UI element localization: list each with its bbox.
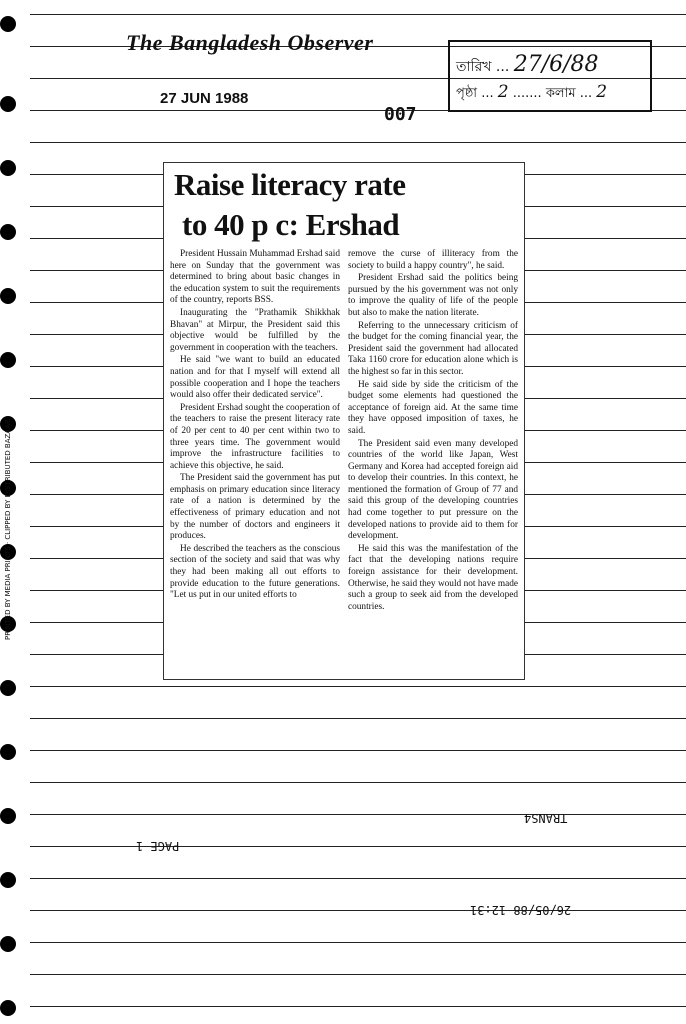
stamp-page-row: পৃষ্ঠা ... 2 ....... কলাম ... 2 [456,82,608,102]
feed-hole [0,160,16,176]
article-paragraph: He said "we want to build an educated nation and for that I myself will extend all possible cooperation and I hope the teachers would also offer their dedicated service". [170,355,340,401]
stamp-page-value: 2 [497,82,509,102]
article-clipping [163,162,525,680]
article-paragraph: Inaugurating the "Prathamik Shikkhak Bhavan" at Mirpur, the President said this objective would be fulfilled by the government in cooperation with the teachers. [170,307,340,353]
rule-line [30,814,686,815]
rule-line [30,750,686,751]
feed-hole [0,1000,16,1016]
rule-line [30,878,686,879]
article-paragraph: remove the curse of illiteracy from the society to build a happy country", he said. [348,249,518,271]
article-column-left [170,249,340,602]
article-paragraph: President Ershad said the politics being pursued by the his government was not only to improve the quality of life of the people but also to make the nation literate. [348,273,518,318]
teletype-page-label: PAGE 1 [136,839,180,853]
headline-line-1: Raise literacy rate [174,167,406,202]
side-print-text: PRINTED BY MEDIA PRINTS · CLIPPED BY DISTRIBUTED BAZAAR [4,419,12,640]
stamp-column-label: কলাম [545,86,576,101]
article-paragraph: President Ershad sought the cooperation of the teachers to raise the present literacy rate of 20 per cent to 40 per cent within two to three years time. The government would improve the infrastructure facilities to achieve this objective, he said. [170,402,340,471]
article-paragraph: Referring to the unnecessary criticism of the budget for the coming financial year, the President said the government had allocated Taka 1160 crore for education alone which is the highest so far in this sector. [348,320,518,377]
feed-hole [0,744,16,760]
article-paragraph: President Hussain Muhammad Ershad said here on Sunday that the government was determined to bring about basic changes in the education system to suit the requirements of the country, reports BSS. [170,249,340,306]
stamp-date-row: তারিখ ... 27/6/88 [456,52,599,77]
page-number: 007 [384,104,417,125]
rule-line [30,942,686,943]
headline-line-2: to 40 p c: Ershad [182,207,400,242]
rule-line [30,14,686,15]
article-paragraph: He described the teachers as the conscious section of the society and said that was why they had been making all out efforts to provide education to the future generations. "Let us put in our united efforts to [170,543,340,601]
rule-line [30,686,686,687]
clipping-date: 27 JUN 1988 [160,90,249,107]
teletype-trans-code: TRANS4 [524,811,568,825]
feed-hole [0,288,16,304]
feed-hole [0,96,16,112]
article-headline [174,165,406,245]
rule-line [30,974,686,975]
rule-line [30,782,686,783]
rule-line [30,846,686,847]
feed-hole [0,224,16,240]
rule-line [30,718,686,719]
feed-hole [0,352,16,368]
feed-hole [0,16,16,32]
archive-stamp [448,40,652,112]
rule-line [30,910,686,911]
stamp-page-label: পৃষ্ঠা [456,86,478,101]
stamp-date-label: তারিখ [456,59,492,75]
article-paragraph: The President said the government has put emphasis on primary education since literacy rate of a nation is determined by the effectiveness of primary education and not by the number of doctors and engineers it produces. [170,473,340,542]
feed-hole [0,936,16,952]
article-paragraph: He said this was the manifestation of the fact that the developing nations require foreign assistance for their development. Otherwise, he said they would not have made such a group to seek aid from the developed countries. [348,543,518,612]
rule-line [30,142,686,143]
feed-hole [0,808,16,824]
teletype-timestamp: 26/05/88 12:31 [470,903,572,917]
article-column-right [348,249,518,613]
stamp-date-value: 27/6/88 [513,52,599,77]
article-paragraph: He said side by side the criticism of the budget some elements had questioned the acceptance of foreign aid. At the same time they have opposed imposition of taxes, he said. [348,379,518,436]
article-paragraph: The President said even many developed countries of the world like Japan, West Germany and Korea had accepted foreign aid to develop their countries. In this context, he mentioned the formation of Group of 77 and said this group of the developing countries had come together to put pressure on the developed nations to provide aid to them for development. [348,438,518,542]
feed-hole [0,872,16,888]
newspaper-masthead: The Bangladesh Observer [126,30,374,55]
feed-hole [0,680,16,696]
rule-line [30,1006,686,1007]
stamp-column-value: 2 [596,82,608,102]
